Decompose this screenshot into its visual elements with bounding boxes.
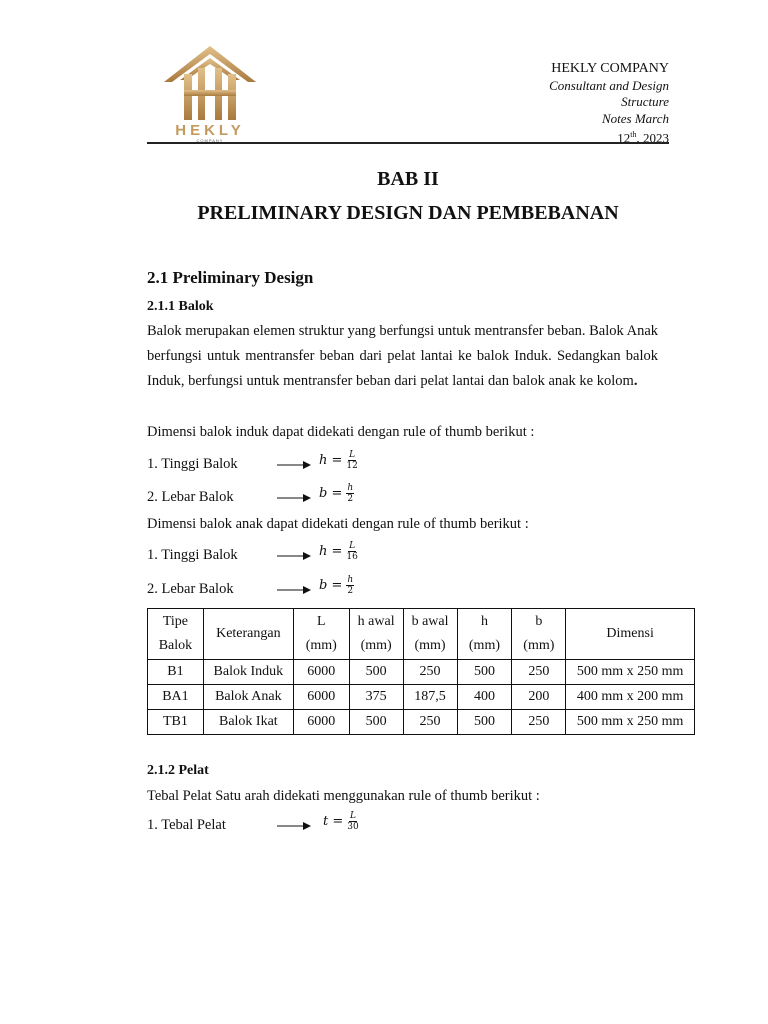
rule-tinggi-balok-induk [147, 450, 447, 480]
table-cell: 250 [512, 660, 566, 685]
logo-subtext: COMPANY [196, 138, 224, 143]
rule-label: 1. Tebal Pelat [147, 817, 226, 833]
arrow-right-icon [277, 460, 311, 470]
table-cell: TB1 [148, 710, 204, 735]
pelat-intro: Tebal Pelat Satu arah didekati menggunakan rule of thumb berikut : [147, 788, 540, 804]
table-cell: 200 [512, 685, 566, 710]
table-header-cell: Keterangan [203, 609, 293, 660]
table-cell: Balok Anak [203, 685, 293, 710]
table-cell: 6000 [293, 685, 349, 710]
rule-label: 2. Lebar Balok [147, 581, 234, 597]
company-name: HEKLY COMPANY [551, 61, 669, 76]
arrow-right-icon [277, 821, 311, 831]
rule-formula: b = $\frac{h}{2}$ [319, 483, 354, 504]
rule-lebar-balok-anak [147, 575, 447, 605]
balok-paragraph: Balok merupakan elemen struktur yang berfungsi untuk mentransfer beban. Balok Anak berfungsi untuk mentransfer beban dari pelat lantai ke balok Induk. Sedangkan balok Induk, berfungsi untuk mentransfer beban dari pelat lantai dan balok anak ke kolom. [147, 323, 658, 389]
header-line-1: Consultant and Design [549, 77, 669, 93]
table-header-cell: L (mm) [293, 609, 349, 660]
table-cell: Balok Ikat [203, 710, 293, 735]
header-line-3: Notes March [601, 110, 669, 126]
rule-formula: h = $\frac{L}{12}$ [319, 450, 358, 471]
balok-dimension-table [147, 608, 695, 735]
table-cell: 187,5 [403, 685, 457, 710]
chapter-title: BAB II [377, 168, 439, 190]
table-cell: 250 [512, 710, 566, 735]
table-header-cell: h awal (mm) [349, 609, 403, 660]
table-cell: 250 [403, 660, 457, 685]
table-header-cell: Tipe Balok [148, 609, 204, 660]
table-header-row [148, 609, 695, 660]
table-cell: 500 mm x 250 mm [566, 710, 695, 735]
chapter-heading: PRELIMINARY DESIGN DAN PEMBEBANAN [197, 202, 619, 224]
rule-tebal-pelat [147, 811, 447, 841]
header-line-2: Structure [621, 94, 669, 109]
arrow-right-icon [277, 585, 311, 595]
table-cell: B1 [148, 660, 204, 685]
table-header-cell: Dimensi [566, 609, 695, 660]
table-cell: Balok Induk [203, 660, 293, 685]
table-cell: 375 [349, 685, 403, 710]
table-row [148, 685, 695, 710]
header-divider [147, 142, 669, 144]
house-logo-icon [160, 44, 260, 124]
logo-text: HEKLY [175, 122, 245, 139]
table-cell: 500 [349, 660, 403, 685]
table-cell: 500 [457, 660, 512, 685]
document-header [549, 61, 669, 147]
rule-label: 1. Tinggi Balok [147, 456, 238, 472]
table-cell: 6000 [293, 660, 349, 685]
rule-formula: t = $\frac{L}{30}$ [323, 811, 359, 832]
balok-induk-intro: Dimensi balok induk dapat didekati dengan rule of thumb berikut : [147, 424, 535, 440]
table-cell: BA1 [148, 685, 204, 710]
company-logo [160, 44, 260, 144]
subsection-heading-balok: 2.1.1 Balok [147, 299, 214, 314]
table-cell: 500 mm x 250 mm [566, 660, 695, 685]
table-header-cell: h (mm) [457, 609, 512, 660]
table-cell: 400 [457, 685, 512, 710]
section-heading-2-1: 2.1 Preliminary Design [147, 268, 314, 287]
table-header-cell: b awal (mm) [403, 609, 457, 660]
subsection-heading-pelat: 2.1.2 Pelat [147, 763, 209, 778]
table-cell: 500 [349, 710, 403, 735]
rule-label: 2. Lebar Balok [147, 489, 234, 505]
rule-formula: b = $\frac{h}{2}$ [319, 575, 354, 596]
arrow-right-icon [277, 493, 311, 503]
table-cell: 400 mm x 200 mm [566, 685, 695, 710]
table-row [148, 660, 695, 685]
header-date: 12th, 2023 [617, 130, 669, 146]
rule-lebar-balok-induk [147, 483, 447, 513]
table-cell: 6000 [293, 710, 349, 735]
rule-formula: h = $\frac{L}{16}$ [319, 541, 358, 562]
table-cell: 250 [403, 710, 457, 735]
table-row [148, 710, 695, 735]
arrow-right-icon [277, 551, 311, 561]
table-header-cell: b (mm) [512, 609, 566, 660]
rule-tinggi-balok-anak [147, 541, 447, 571]
balok-anak-intro: Dimensi balok anak dapat didekati dengan rule of thumb berikut : [147, 516, 529, 532]
rule-label: 1. Tinggi Balok [147, 547, 238, 563]
table-cell: 500 [457, 710, 512, 735]
